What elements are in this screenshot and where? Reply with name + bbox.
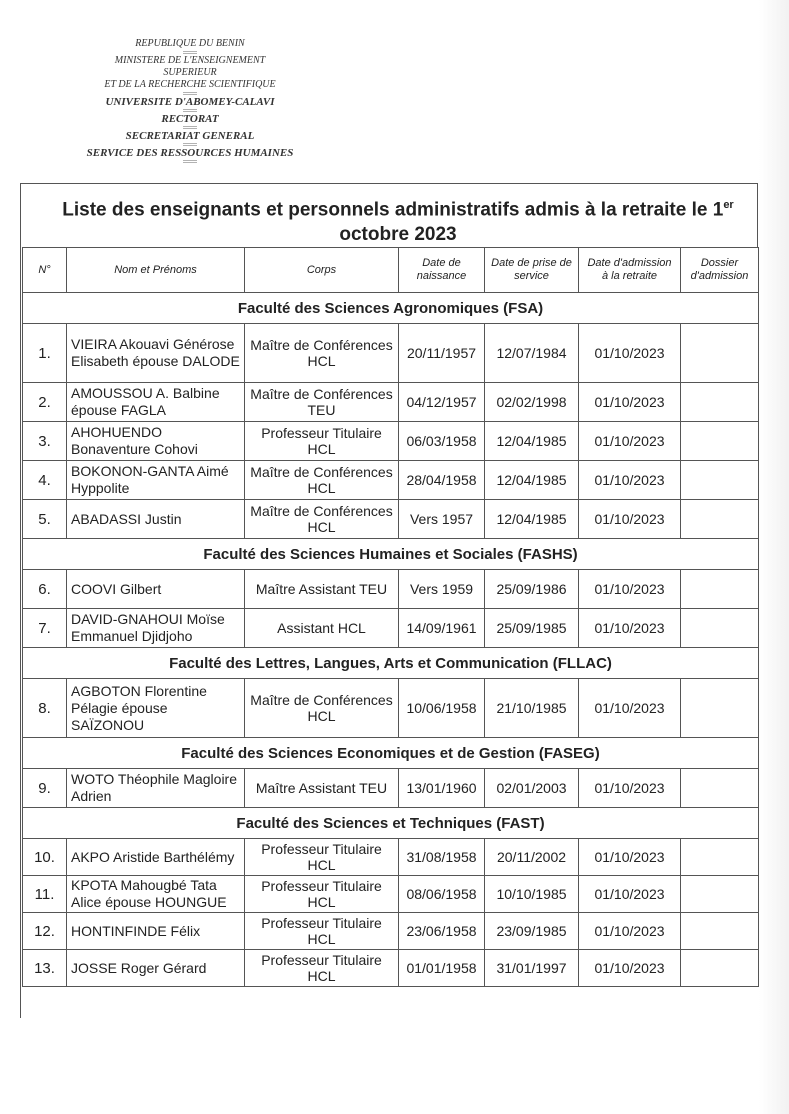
row-birth: 23/06/1958 bbox=[399, 913, 485, 950]
row-dossier bbox=[681, 570, 759, 609]
separator-dash bbox=[183, 126, 197, 129]
row-num: 10. bbox=[23, 839, 67, 876]
row-admission: 01/10/2023 bbox=[579, 383, 681, 422]
row-service: 12/07/1984 bbox=[485, 324, 579, 383]
row-birth: 13/01/1960 bbox=[399, 769, 485, 808]
retirement-table bbox=[22, 247, 759, 987]
section-row bbox=[23, 539, 759, 570]
row-corps: Assistant HCL bbox=[245, 609, 399, 648]
table-row bbox=[23, 461, 759, 500]
secretariat-name: SECRETARIAT GENERAL bbox=[125, 130, 255, 142]
row-name: WOTO Théophile Magloire Adrien bbox=[67, 769, 245, 808]
row-admission: 01/10/2023 bbox=[579, 769, 681, 808]
row-admission: 01/10/2023 bbox=[579, 839, 681, 876]
title-frame-left bbox=[20, 183, 21, 1018]
row-num: 3. bbox=[23, 422, 67, 461]
table-row bbox=[23, 324, 759, 383]
row-birth: Vers 1959 bbox=[399, 570, 485, 609]
row-name: AHOHUENDO Bonaventure Cohovi bbox=[67, 422, 245, 461]
ministry-name-2: SUPERIEUR bbox=[163, 67, 217, 78]
separator-dash bbox=[183, 92, 197, 95]
table-row bbox=[23, 500, 759, 539]
row-name: DAVID-GNAHOUI Moïse Emmanuel Djidjoho bbox=[67, 609, 245, 648]
row-admission: 01/10/2023 bbox=[579, 500, 681, 539]
scan-shadow bbox=[759, 0, 789, 1114]
university-name: UNIVERSITE D'ABOMEY-CALAVI bbox=[105, 96, 275, 108]
row-birth: 10/06/1958 bbox=[399, 679, 485, 738]
header-corps: Corps bbox=[245, 248, 399, 293]
row-birth: 31/08/1958 bbox=[399, 839, 485, 876]
header-birth: Date de naissance bbox=[399, 248, 485, 293]
row-birth: 20/11/1957 bbox=[399, 324, 485, 383]
table-row bbox=[23, 422, 759, 461]
row-name: KPOTA Mahougbé Tata Alice épouse HOUNGUE bbox=[67, 876, 245, 913]
row-name: COOVI Gilbert bbox=[67, 570, 245, 609]
hr-service-name: SERVICE DES RESSOURCES HUMAINES bbox=[86, 147, 294, 159]
row-dossier bbox=[681, 679, 759, 738]
section-title: Faculté des Lettres, Langues, Arts et Communication (FLLAC) bbox=[23, 648, 759, 679]
row-birth: 08/06/1958 bbox=[399, 876, 485, 913]
separator-dash bbox=[183, 143, 197, 146]
row-corps: Maître de Conférences HCL bbox=[245, 461, 399, 500]
row-birth: Vers 1957 bbox=[399, 500, 485, 539]
row-dossier bbox=[681, 461, 759, 500]
row-corps: Professeur Titulaire HCL bbox=[245, 839, 399, 876]
title-superscript: er bbox=[723, 199, 734, 211]
table-row bbox=[23, 609, 759, 648]
row-service: 31/01/1997 bbox=[485, 950, 579, 987]
row-service: 23/09/1985 bbox=[485, 913, 579, 950]
row-corps: Maître de Conférences HCL bbox=[245, 500, 399, 539]
row-service: 12/04/1985 bbox=[485, 500, 579, 539]
country-name: REPUBLIQUE DU BENIN bbox=[135, 38, 245, 49]
row-dossier bbox=[681, 324, 759, 383]
row-service: 12/04/1985 bbox=[485, 461, 579, 500]
row-birth: 28/04/1958 bbox=[399, 461, 485, 500]
row-dossier bbox=[681, 609, 759, 648]
row-dossier bbox=[681, 500, 759, 539]
row-num: 6. bbox=[23, 570, 67, 609]
row-service: 21/10/1985 bbox=[485, 679, 579, 738]
row-dossier bbox=[681, 383, 759, 422]
row-birth: 06/03/1958 bbox=[399, 422, 485, 461]
separator-dash bbox=[183, 160, 197, 163]
row-num: 9. bbox=[23, 769, 67, 808]
title-main: Liste des enseignants et personnels administratifs admis à la retraite le 1 bbox=[62, 199, 724, 221]
row-num: 8. bbox=[23, 679, 67, 738]
row-dossier bbox=[681, 769, 759, 808]
row-corps: Professeur Titulaire HCL bbox=[245, 876, 399, 913]
section-row bbox=[23, 808, 759, 839]
section-title: Faculté des Sciences Economiques et de Gestion (FASEG) bbox=[23, 738, 759, 769]
table-row bbox=[23, 950, 759, 987]
document-title bbox=[38, 193, 758, 247]
row-num: 11. bbox=[23, 876, 67, 913]
row-corps: Maître de Conférences HCL bbox=[245, 324, 399, 383]
row-name: AKPO Aristide Barthélémy bbox=[67, 839, 245, 876]
row-service: 12/04/1985 bbox=[485, 422, 579, 461]
row-admission: 01/10/2023 bbox=[579, 422, 681, 461]
row-service: 25/09/1986 bbox=[485, 570, 579, 609]
row-dossier bbox=[681, 913, 759, 950]
row-corps: Maître Assistant TEU bbox=[245, 769, 399, 808]
header-name: Nom et Prénoms bbox=[67, 248, 245, 293]
row-admission: 01/10/2023 bbox=[579, 950, 681, 987]
table-row bbox=[23, 679, 759, 738]
table-row bbox=[23, 839, 759, 876]
header-admission: Date d'admission à la retraite bbox=[579, 248, 681, 293]
row-dossier bbox=[681, 839, 759, 876]
row-num: 4. bbox=[23, 461, 67, 500]
row-name: AMOUSSOU A. Balbine épouse FAGLA bbox=[67, 383, 245, 422]
row-admission: 01/10/2023 bbox=[579, 461, 681, 500]
row-num: 12. bbox=[23, 913, 67, 950]
separator-dash bbox=[183, 109, 197, 112]
row-dossier bbox=[681, 422, 759, 461]
row-name: AGBOTON Florentine Pélagie épouse SAÏZONOU bbox=[67, 679, 245, 738]
table-row bbox=[23, 769, 759, 808]
table-header-row bbox=[23, 248, 759, 293]
row-corps: Professeur Titulaire HCL bbox=[245, 913, 399, 950]
row-corps: Professeur Titulaire HCL bbox=[245, 950, 399, 987]
row-corps: Maître Assistant TEU bbox=[245, 570, 399, 609]
row-service: 02/01/2003 bbox=[485, 769, 579, 808]
header-dossier: Dossier d'admission bbox=[681, 248, 759, 293]
row-birth: 14/09/1961 bbox=[399, 609, 485, 648]
row-admission: 01/10/2023 bbox=[579, 609, 681, 648]
title-line2: octobre 2023 bbox=[339, 224, 457, 246]
header-num: N° bbox=[23, 248, 67, 293]
header-service: Date de prise de service bbox=[485, 248, 579, 293]
section-row bbox=[23, 738, 759, 769]
row-dossier bbox=[681, 950, 759, 987]
row-service: 02/02/1998 bbox=[485, 383, 579, 422]
row-num: 5. bbox=[23, 500, 67, 539]
row-name: HONTINFINDE Félix bbox=[67, 913, 245, 950]
row-service: 25/09/1985 bbox=[485, 609, 579, 648]
row-birth: 04/12/1957 bbox=[399, 383, 485, 422]
row-corps: Maître de Conférences HCL bbox=[245, 679, 399, 738]
row-num: 2. bbox=[23, 383, 67, 422]
table-row bbox=[23, 383, 759, 422]
row-admission: 01/10/2023 bbox=[579, 679, 681, 738]
section-row bbox=[23, 293, 759, 324]
row-dossier bbox=[681, 876, 759, 913]
row-service: 10/10/1985 bbox=[485, 876, 579, 913]
letterhead bbox=[50, 38, 330, 164]
row-name: JOSSE Roger Gérard bbox=[67, 950, 245, 987]
row-num: 1. bbox=[23, 324, 67, 383]
row-name: ABADASSI Justin bbox=[67, 500, 245, 539]
separator-dash bbox=[183, 51, 197, 54]
row-admission: 01/10/2023 bbox=[579, 570, 681, 609]
row-admission: 01/10/2023 bbox=[579, 913, 681, 950]
row-admission: 01/10/2023 bbox=[579, 324, 681, 383]
table-row bbox=[23, 913, 759, 950]
ministry-name: MINISTERE DE L'ENSEIGNEMENT bbox=[114, 55, 266, 66]
table-row bbox=[23, 876, 759, 913]
row-corps: Maître de Conférences TEU bbox=[245, 383, 399, 422]
table-row bbox=[23, 570, 759, 609]
title-frame-top bbox=[20, 183, 757, 184]
row-service: 20/11/2002 bbox=[485, 839, 579, 876]
row-corps: Professeur Titulaire HCL bbox=[245, 422, 399, 461]
section-title: Faculté des Sciences Humaines et Sociales (FASHS) bbox=[23, 539, 759, 570]
row-name: VIEIRA Akouavi Générose Elisabeth épouse DALODE bbox=[67, 324, 245, 383]
row-birth: 01/01/1958 bbox=[399, 950, 485, 987]
section-title: Faculté des Sciences Agronomiques (FSA) bbox=[23, 293, 759, 324]
section-row bbox=[23, 648, 759, 679]
row-name: BOKONON-GANTA Aimé Hyppolite bbox=[67, 461, 245, 500]
row-num: 13. bbox=[23, 950, 67, 987]
rectorat-name: RECTORAT bbox=[161, 113, 219, 125]
row-admission: 01/10/2023 bbox=[579, 876, 681, 913]
section-title: Faculté des Sciences et Techniques (FAST) bbox=[23, 808, 759, 839]
row-num: 7. bbox=[23, 609, 67, 648]
ministry-name-3: ET DE LA RECHERCHE SCIENTIFIQUE bbox=[104, 79, 276, 90]
